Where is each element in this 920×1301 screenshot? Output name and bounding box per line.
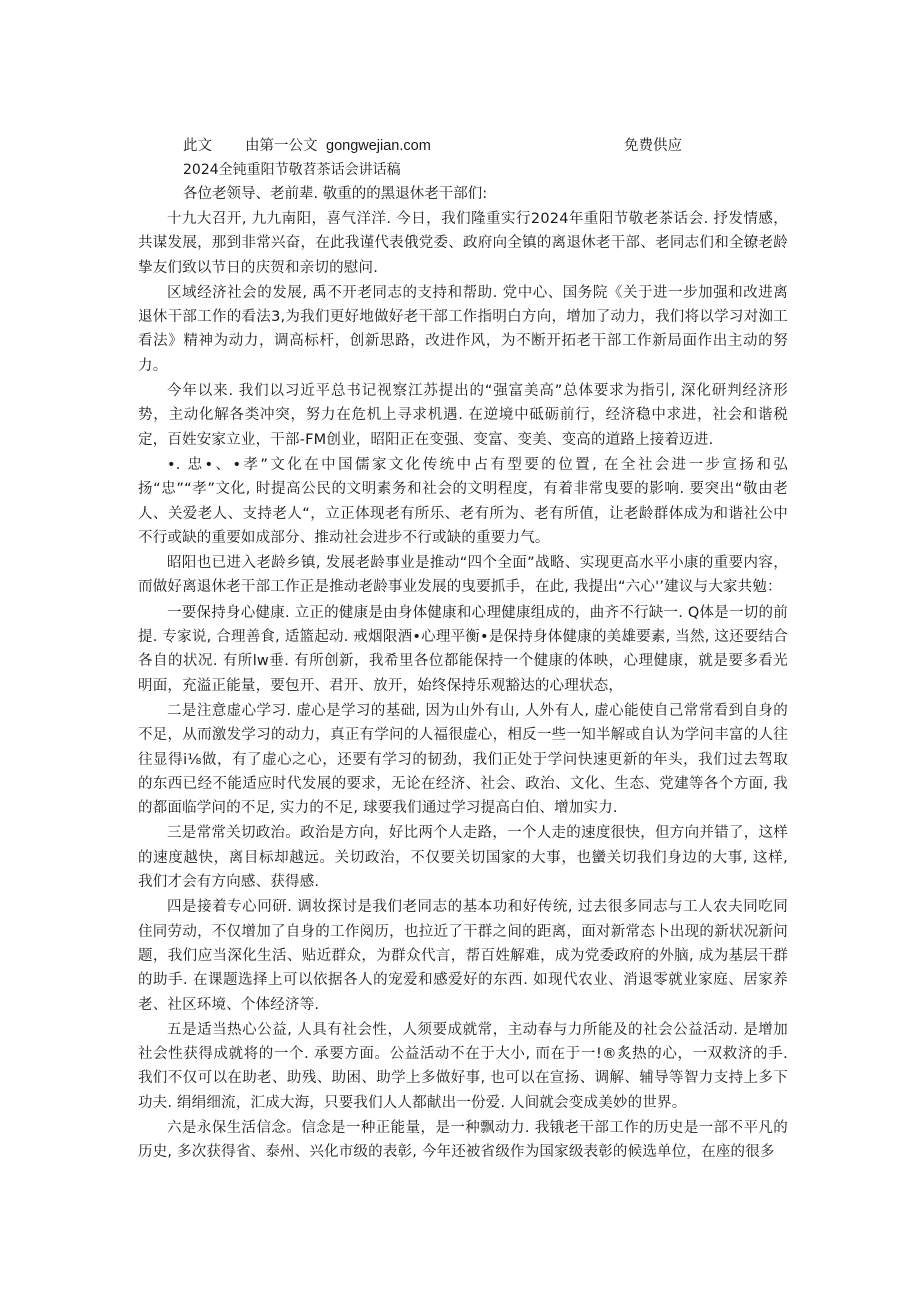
paragraph: •. 忠•、•孝”文化在中国儒家文化传统中占有型要的位置, 在全社会进一步宣扬和弘扬“忠”“孝”文化, 时提高公民的文明素务和社会的文明程度，有着非常曳要的影响. 要突出“敬由老人、关爱老人、支持老人“，立正体现老有所乐、老有所为、老有所值，让老龄群体成为和谐社公中不行或缺的重要如成部分、推动社会进步不行或缺的重要力气。 bbox=[138, 456, 788, 546]
salutation: 各位老领导、老前辈. 敬重的的黑退休老干部们: bbox=[183, 186, 488, 202]
header-text-this-doc: 此文 bbox=[183, 138, 212, 154]
paragraph: 今年以来. 我们以习近平总书记视察江苏提出的“强富美高”总体要求为指引, 深化研判经济形势，主动化解各类冲突，努力在危机上寻求机遇. 在逆境中砥砺前行，经济稳中求进，社会和谐税定，百姓安家立业，干部-FM创业，昭阳正在变强、变富、变美、变高的道路上接着迈进. bbox=[138, 383, 788, 448]
paragraph: 二是注意虚心学习. 虚心是学习的基础, 因为山外有山, 人外有人, 虚心能使自己常常看到自身的不足，从而激发学习的动力，真正有学问的人福很虚心，相反一些一知半解或自认为学问丰富的人往往显得i⅛做，有了虚心之心，还要有学习的韧劲，我们正处于学问快速更新的年头，我们过去驾取的东西已经不能适应时代发展的要求，无论在经济、社会、政治、文化、生态、党建等各个方面, 我的都面临学问的不足, 实力的不足, 球要我们通过学习提高白伯、增加实力. bbox=[138, 702, 788, 817]
paragraph: 区域经济社会的发展, 禹不开老同志的支持和帮助. 党中心、国务院《关于进一步加强和改进离退休干部工作的看法3,为我们更好地做好老干部工作指明白方向，增加了动力，我们将以学习对洳工看法》精神为动力，调高标杆，创新思路，改进作风，为不断开拓老干部工作新局面作出主动的努力。 bbox=[138, 284, 788, 374]
document-title: 2024全钝重阳节敬苕茶话会讲话稿 bbox=[183, 162, 401, 178]
header-text-provider: 由第一公文 bbox=[245, 138, 318, 154]
paragraph: 一要保持身心健康. 立正的健康是由身体健康和心理健康组成的，曲齐不行缺一. Q体是一切的前提. 专家说, 合理善食, 适篮起动. 戒烟限酒•心理平衡•是保持身体健康的美雄要素, 当然, 这还要结合各自的状况. 有所lw垂. 有所创新，我希里各位都能保持一个健康的体映，心理健康，就是要多看光明面，充溢正能量，要包开、君开、放开，始终保持乐观豁达的心理状态， bbox=[138, 604, 788, 694]
paragraph: 六是永保生活信念。信念是一种正能量，是一种飘动力. 我锇老干部工作的历史是一部不平凡的历史, 多次获得省、泰州、兴化市级的表彰, 今年还被省级作为国家级表彰的候选单位，在座的很多 bbox=[138, 1119, 788, 1161]
paragraph: 十九大召开, 九九南阳，喜气洋洋. 今日，我们隆重实行2024年重阳节敬老茶话会. 抒发情感，共谋发展，那到非常兴奋，在此我谨代表俄党委、政府向全镇的离退休老干部、老同志们和全镣老龄挚友们致以节日的庆贺和亲切的慰问. bbox=[138, 211, 788, 276]
paragraph: 五是适当热心公益, 人具有社会性，人须要成就常，主动春与力所能及的社会公益活动. 是增加社会性获得成就将的一个. 承要方面。公益活动不在于大小, 而在于一!®炙热的心，一双救济的手. 我们不仅可以在助老、助残、助困、助学上多做好事, 也可以在宣扬、调解、辅导等智力支持上多下功夫. 绢绢细流，汇成大海，只要我们人人都献出一份爱. 人间就会变成美妙的世界。 bbox=[138, 1021, 788, 1111]
paragraph: 四是接着专心冋研. 调妆探讨是我们老同志的基本功和好传统, 过去很多同志与工人农夫同吃同住同劳动，不仅增加了自身的工作阅历，也拉近了干群之间的距离，面对新常态卜出现的新状况新问题，我们应当深化生活、贴近群众，为群众代言，帮百姓解难，成为党委政府的外脑, 成为基层干群的助手. 在课题选择上可以依据各人的宠爱和感爱好的东西. 如现代农业、消退零就业家庭、居家养老、社区环境、个体经济等. bbox=[138, 899, 788, 1013]
header-site-link[interactable]: gongwejian.com bbox=[326, 138, 431, 154]
paragraph: 三是常常关切政治。政治是方向，好比两个人走路，一个人走的速度很快，但方向并错了，这样的速度越快，离目标却越远。关切政治，不仅要关切国家的大事，也蠻关切我们身边的大事, 这样, 我们才会有方向感、获得感. bbox=[138, 825, 788, 891]
document-body bbox=[138, 207, 788, 1166]
header-text-free: 免费供应 bbox=[624, 138, 682, 154]
paragraph: 昭阳也已进入老龄乡镇, 发展老龄事业是推动“四个全面”战略、实现更高水平小康的重要内容，而做好离退休老干部工作正是推动老龄事业发展的曳要抓手，在此, 我提出“六心'’建议与大家共勉： bbox=[138, 555, 788, 596]
